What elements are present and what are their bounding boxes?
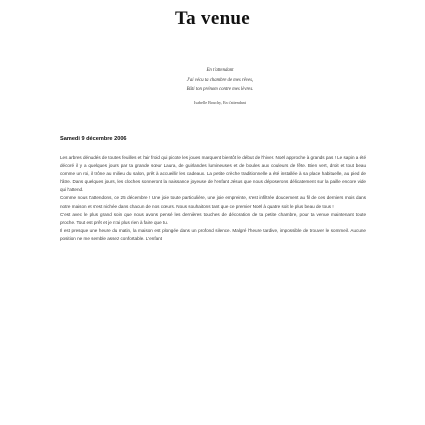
epigraph-line: J'ai vécu ta chambre de mes rêves, bbox=[186, 77, 254, 83]
body-text bbox=[60, 154, 366, 243]
body-paragraph: C'est avec le plus grand soin que nous avons pensé les dernières touches de décoration de ta petite chambre, pour ta venue maintenant toute proche. Tout est prêt et je n'ai plus rien à faire que tu. bbox=[60, 211, 366, 225]
epigraph-line: Bâti ton prénom contre mes lèvres. bbox=[186, 87, 254, 92]
date-heading: Samedi 9 décembre 2006 bbox=[60, 136, 127, 142]
epigraph bbox=[120, 66, 320, 107]
body-paragraph: Il est presque une heure du matin, la maison est plongée dans un profond silence. Malgré l'heure tardive, impossible de trouver le sommeil. Aucune position ne me semble assez confortable. L'enfant bbox=[60, 227, 366, 241]
body-paragraph: Les arbres dénudés de toutes feuilles et l'air froid qui picote les joues marquent bientôt le début de l'hiver. Noël approche à grands pas ! Le sapin a été décoré il y a quelques jours par ta grande sœur Laura, de guirlandes lumineuses et de boules aux couleurs de fête. Bien vert, droit et tout beau comme un roi, il trône au milieu du salon, prêt à accueillir les cadeaux. La petite crèche traditionnelle a été installée à sa place habituelle, au pied de l'âtre. Dans quelques jours, les cloches sonneront la naissance joyeuse de l'enfant Jésus que nous déposerons délicatement sur la paille encore vide qui l'attend. bbox=[60, 155, 366, 193]
epigraph-line: En t'attendant bbox=[206, 68, 234, 73]
epigraph-attribution: Isabelle Bouchy, En t'attendant bbox=[194, 99, 246, 105]
document-title: Ta venue bbox=[174, 8, 251, 29]
body-paragraph: Comme nous t'attendons, ce 25 décembre ! Une joie toute particulière, une joie empreinte, s'est infiltrée doucement au fil de ces derniers mois dans notre maison et s'est nichée dans chacun de nos cœurs. Nous souhaitons tant que ce premier Noël à quatre soit le plus beau de tous ! bbox=[60, 195, 366, 209]
